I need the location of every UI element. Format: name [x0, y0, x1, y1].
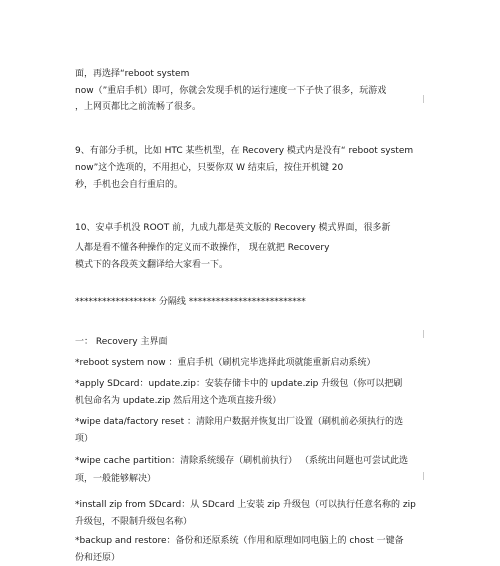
section-heading: 一： Recovery 主界面 — [75, 337, 168, 347]
text-line: ，上网页都比之前流畅了很多。 — [75, 102, 202, 112]
page-edge-mark — [423, 330, 424, 338]
text-line: 模式下的各段英文翻译给大家看一下。 — [75, 260, 229, 270]
text-line: *install zip from SDcard：从 SDcard 上安装 zip 升级包（可以执行任意名称的 zip — [75, 500, 416, 510]
text-line: 9、有部分手机，比如 HTC 某些机型，在 Recovery 模式内是没有“ reboot system — [75, 146, 414, 156]
text-line: 升级包，不限制升级包名称） — [75, 517, 193, 527]
text-line: *wipe cache partition：清除系统缓存（刷机前执行） （系统出问题也可尝试此选 — [75, 456, 409, 466]
separator-line: ****************** 分隔线 ************************** — [75, 297, 306, 307]
page-edge-mark — [423, 95, 424, 103]
text-line: 机包命名为 update.zip 然后用这个选项直接升级） — [75, 396, 282, 406]
text-line: 秒，手机也会自行重启的。 — [75, 180, 184, 190]
text-line: now”这个选项的，不用担心，只要你双 W 结束后，按住开机键 20 — [75, 163, 344, 173]
text-line: 10、安卓手机没 ROOT 前，九成九都是英文版的 Recovery 模式界面，很多新 — [75, 223, 391, 233]
text-line: *wipe data/factory reset ：清除用户数据并恢复出厂设置（刷机前必须执行的选 — [75, 417, 403, 427]
page-edge-mark — [423, 472, 424, 480]
text-line: 人都是看不懂各种操作的定义而不敢操作， 现在就把 Recovery — [75, 243, 330, 253]
text-line: 项） — [75, 434, 94, 444]
text-line: now（”重启手机）即可，你就会发现手机的运行速度一下子快了很多，玩游戏 — [75, 86, 387, 96]
text-line: 项，一般能够解决） — [75, 474, 157, 484]
text-line: 面，再选择“reboot system — [75, 69, 190, 79]
text-line: *reboot system now ：重启手机（刷机完毕选择此项就能重新启动系统） — [75, 358, 376, 368]
text-line: 份和还原） — [75, 553, 121, 563]
text-line: *apply SDcard：update.zip：安装存储卡中的 update.zip 升级包（你可以把刷 — [75, 379, 403, 389]
text-line: *backup and restore：备份和还原系统（作用和原理如同电脑上的 chost 一键备 — [75, 536, 404, 546]
